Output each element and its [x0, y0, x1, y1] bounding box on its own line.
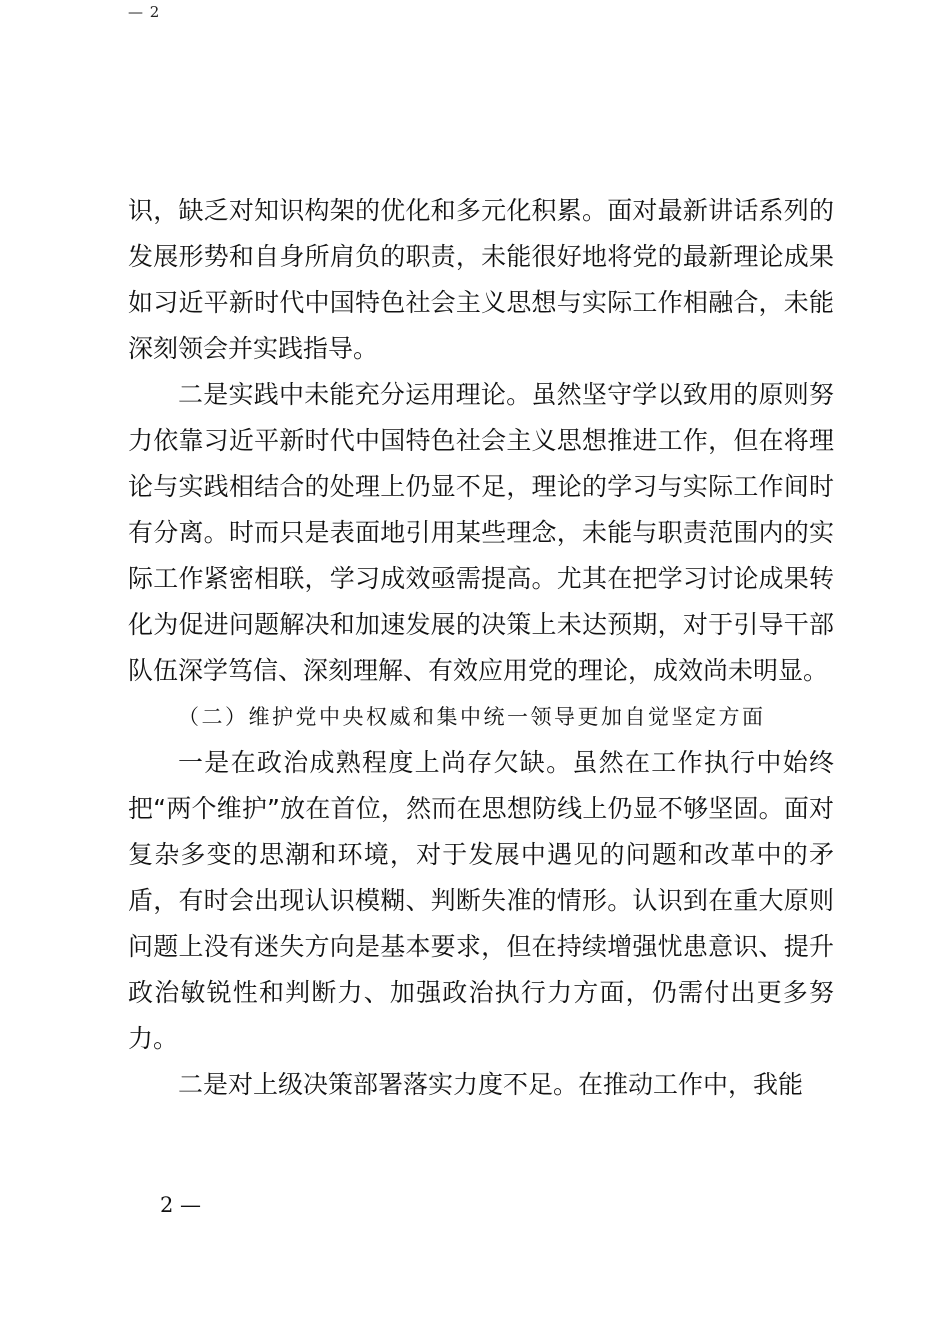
- paragraph-continuation: 识，缺乏对知识构架的优化和多元化积累。面对最新讲话系列的发展形势和自身所肩负的职责，未能很好地将党的最新理论成果如习近平新时代中国特色社会主义思想与实际工作相融合，未能深刻领会并实践指导。: [128, 196, 834, 363]
- document-body: [128, 188, 834, 1108]
- paragraph-practice-theory: 二是实践中未能充分运用理论。虽然坚守学以致用的原则努力依靠习近平新时代中国特色社会主义思想推进工作，但在将理论与实践相结合的处理上仍显不足，理论的学习与实际工作间时有分离。时而只是表面地引用某些理念，未能与职责范围内的实际工作紧密相联，学习成效亟需提高。尤其在把学习讨论成果转化为促进问题解决和加速发展的决策上未达预期，对于引导干部队伍深学笃信、深刻理解、有效应用党的理论，成效尚未明显。: [128, 380, 834, 685]
- section-heading: （二）维护党中央权威和集中统一领导更加自觉坚定方面: [178, 705, 766, 729]
- paragraph-implementation: 二是对上级决策部署落实力度不足。在推动工作中，我能: [178, 1070, 804, 1099]
- paragraph-political-maturity: 一是在政治成熟程度上尚存欠缺。虽然在工作执行中始终把“两个维护”放在首位，然而在思想防线上仍显不够坚固。面对复杂多变的思潮和环境，对于发展中遇见的问题和改革中的矛盾，有时会出现认识模糊、判断失准的情形。认识到在重大原则问题上没有迷失方向是基本要求，但在持续增强忧患意识、提升政治敏锐性和判断力、加强政治执行力方面，仍需付出更多努力。: [128, 748, 834, 1053]
- header-page-mark: — 2: [128, 3, 161, 21]
- footer-page-number: 2 —: [160, 1193, 202, 1217]
